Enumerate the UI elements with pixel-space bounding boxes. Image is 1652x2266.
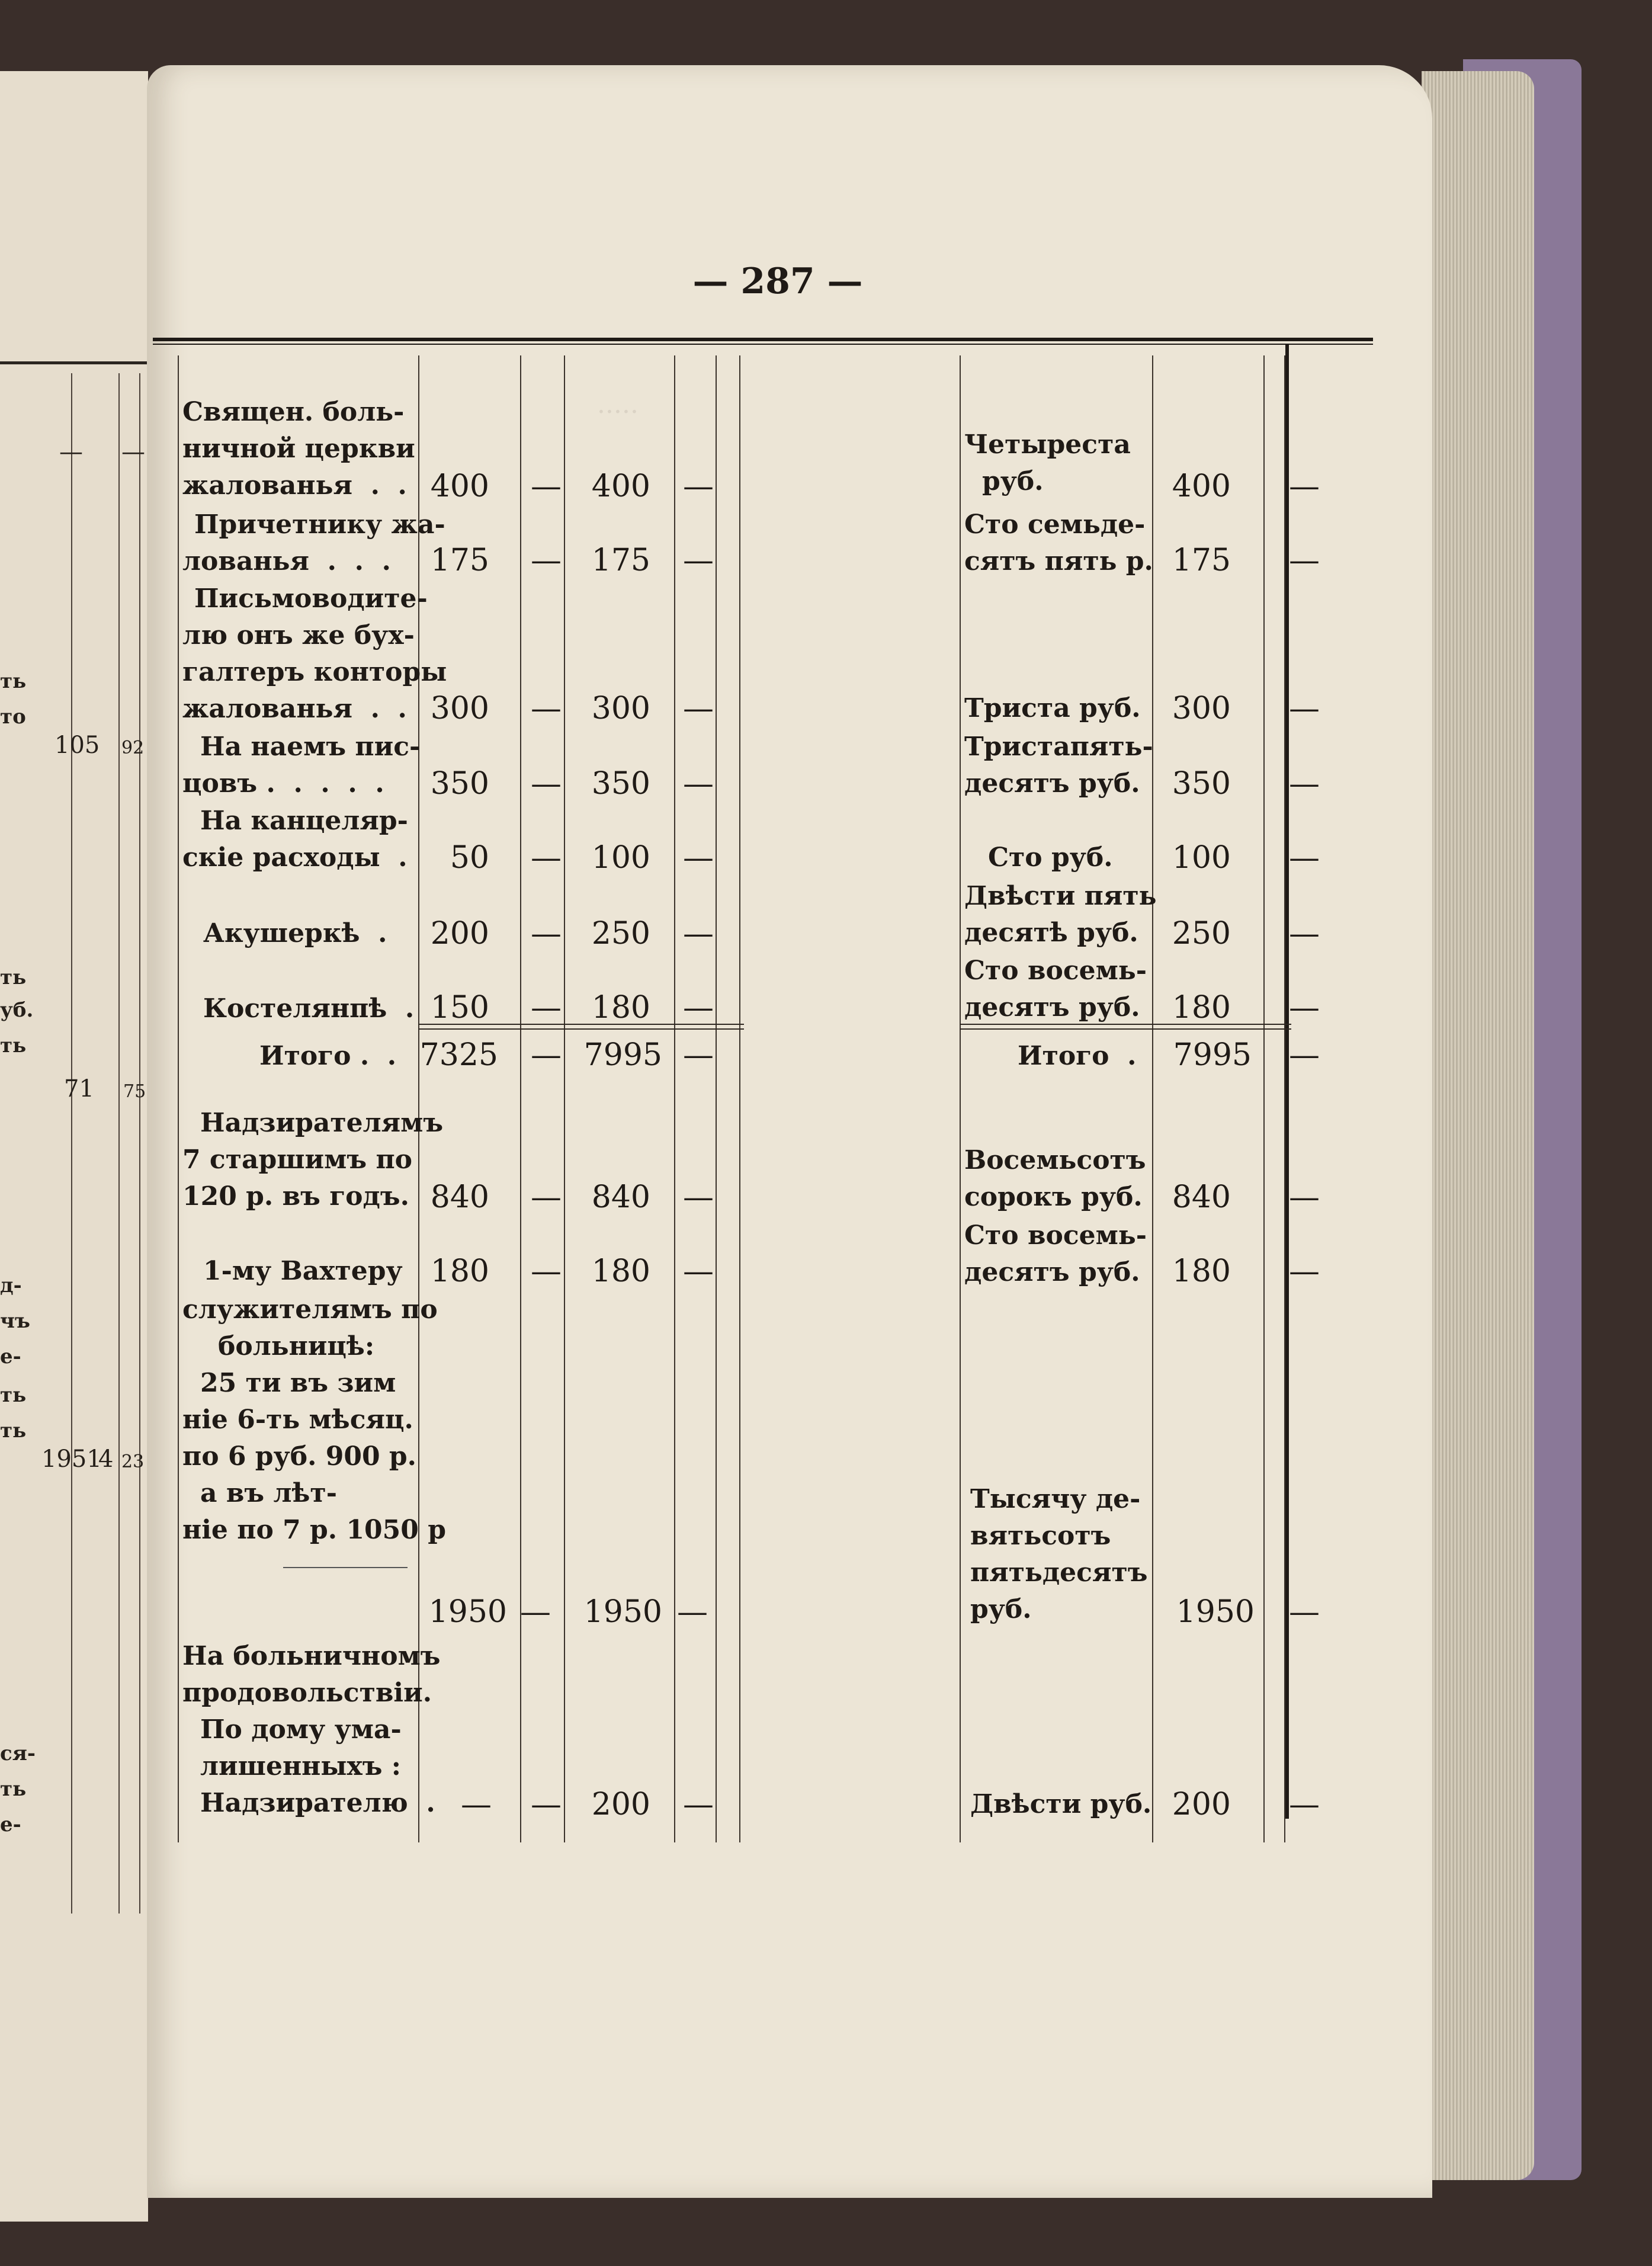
dash: — <box>531 469 562 504</box>
amount-in-words: Сто семьде- сятъ пять р. <box>964 509 1153 576</box>
amount-in-words: Двѣсти пять десятѣ руб. <box>964 881 1157 948</box>
amount-col2: 300 <box>591 691 650 726</box>
row-label: На наемъ пис- цовъ . . . . . <box>182 732 421 799</box>
row-label: На канцеляр- скіе расходы . <box>182 806 408 873</box>
left-page-column-line <box>71 373 72 1914</box>
left-page-text: е- <box>0 1813 21 1836</box>
dash: — <box>531 990 562 1025</box>
amount-in-words: Сто восемь- десятъ руб. <box>964 1220 1147 1287</box>
amount-in-words: Тристапять- десятъ руб. <box>964 732 1153 799</box>
dash: — <box>683 543 714 578</box>
column-line <box>178 355 179 1842</box>
dash: — <box>531 691 562 726</box>
amount-total: 200 <box>1172 1787 1231 1822</box>
page-edges <box>1422 71 1534 2180</box>
left-page-number: 92 <box>121 738 145 758</box>
amount-total: 180 <box>1172 1254 1231 1289</box>
dash: — <box>1289 1787 1320 1822</box>
left-page-number: 1951 <box>41 1446 102 1473</box>
amount-col1: 200 <box>430 916 489 951</box>
amount-col1: 175 <box>430 543 489 578</box>
dash: — <box>1289 916 1320 951</box>
amount-in-words: Четыреста руб. <box>964 430 1131 496</box>
dash: — <box>1289 691 1320 726</box>
amount-in-words: Сто руб. <box>988 842 1113 873</box>
row-label: 1-му Вахтеру <box>203 1256 403 1286</box>
total-label: Итого . <box>1018 1041 1137 1071</box>
dash: — <box>531 766 562 802</box>
left-page-text: д- <box>0 1274 22 1297</box>
row-label: Костелянпѣ . <box>203 993 415 1024</box>
amount-col2: 175 <box>591 543 650 578</box>
amount-col2: 180 <box>591 1254 650 1289</box>
left-page-column-line <box>118 373 120 1914</box>
amount-in-words: Тысячу де- вятьсотъ пятьдесятъ руб. <box>970 1484 1148 1624</box>
dash: — <box>520 1594 551 1630</box>
left-page-text: ть <box>0 1419 27 1443</box>
left-page-number: 23 <box>121 1451 145 1472</box>
left-page-text: е- <box>0 1345 21 1368</box>
amount-col2: 200 <box>591 1787 650 1822</box>
dash: — <box>1289 840 1320 876</box>
row-label: Священ. боль- ничной церкви жалованья . . <box>182 397 415 501</box>
amount-col2: 400 <box>591 469 650 504</box>
amount-col1: 150 <box>430 990 489 1025</box>
header-rule <box>153 338 1373 341</box>
column-line <box>739 355 740 1842</box>
amount-col1: 7325 <box>419 1037 498 1073</box>
amount-in-words: Сто восемь- десятъ руб. <box>964 956 1147 1023</box>
dash: — <box>531 543 562 578</box>
amount-col1: 400 <box>430 469 489 504</box>
page-number: — 287 — <box>692 261 863 302</box>
amount-col1: 1950 <box>428 1594 507 1630</box>
amount-total: 100 <box>1172 840 1231 876</box>
subtotal-rule <box>283 1567 408 1568</box>
left-page-rule <box>0 361 148 364</box>
dash: — <box>531 1037 562 1073</box>
amount-col2: 350 <box>591 766 650 802</box>
amount-col1: 180 <box>430 1254 489 1289</box>
dash: — <box>531 916 562 951</box>
left-page-text: ть <box>0 1383 27 1407</box>
left-page-text: ть <box>0 1777 27 1801</box>
bleed-through-text: ····· <box>597 397 639 427</box>
amount-total: 7995 <box>1173 1037 1252 1073</box>
dash: — <box>1289 1254 1320 1289</box>
amount-in-words: Двѣсти руб. <box>970 1789 1152 1819</box>
sum-rule <box>418 1028 744 1030</box>
sum-rule <box>960 1028 1291 1030</box>
amount-col2: 7995 <box>583 1037 662 1073</box>
row-label: служителямъ по больницѣ: 25 ти въ зим ніе 6-ть мѣсяц. по 6 руб. 900 р. а въ лѣт- ніе по 7 р. 1050 р <box>182 1294 446 1545</box>
column-line <box>716 355 717 1842</box>
row-label: Письмоводите- лю онъ же бух- галтеръ конторы жалованья . . <box>182 584 447 724</box>
left-page-text: то <box>0 705 26 729</box>
dash: — <box>531 1787 562 1822</box>
left-page-column-line <box>139 373 140 1914</box>
dash: — <box>1289 990 1320 1025</box>
amount-total: 175 <box>1172 543 1231 578</box>
dash: — <box>531 840 562 876</box>
amount-col1: 840 <box>430 1180 489 1215</box>
dash: — <box>1289 1037 1320 1073</box>
row-label: Надзирателямъ 7 старшимъ по 120 р. въ годъ. <box>182 1108 444 1211</box>
amount-total: 840 <box>1172 1180 1231 1215</box>
left-page-text: ть <box>0 966 27 989</box>
row-label: На больничномъ продовольствіи. По дому ума- лишенныхъ : Надзирателю . <box>182 1641 441 1818</box>
dash: — <box>461 1787 492 1822</box>
total-label: Итого . . <box>259 1041 397 1071</box>
amount-total: 300 <box>1172 691 1231 726</box>
left-page-number: 105 <box>54 732 100 759</box>
column-line <box>674 355 675 1842</box>
document-page <box>147 65 1432 2198</box>
amount-col1: 50 <box>450 840 489 876</box>
amount-col1: 300 <box>430 691 489 726</box>
dash: — <box>683 766 714 802</box>
amount-col2: 100 <box>591 840 650 876</box>
amount-in-words: Триста руб. <box>964 693 1141 723</box>
amount-total: 350 <box>1172 766 1231 802</box>
dash: — <box>1289 543 1320 578</box>
column-line <box>960 355 961 1842</box>
amount-total: 180 <box>1172 990 1231 1025</box>
column-line <box>1263 355 1265 1842</box>
dash: — <box>683 1787 714 1822</box>
left-page-number: — <box>121 438 145 466</box>
amount-col2: 840 <box>591 1180 650 1215</box>
dash: — <box>683 469 714 504</box>
amount-in-words: Восемьсотъ сорокъ руб. <box>964 1145 1146 1212</box>
dash: — <box>531 1180 562 1215</box>
dash: — <box>1289 1180 1320 1215</box>
left-page-text: ть <box>0 669 27 693</box>
left-page-number: 71 <box>64 1075 94 1102</box>
dash: — <box>683 916 714 951</box>
dash: — <box>683 990 714 1025</box>
dash: — <box>1289 469 1320 504</box>
left-page-fragment <box>0 71 148 2222</box>
column-line <box>564 355 565 1842</box>
header-rule-thin <box>153 344 1373 345</box>
left-page-number: — <box>59 438 83 466</box>
dash: — <box>683 1037 714 1073</box>
amount-total: 1950 <box>1176 1594 1255 1630</box>
dash: — <box>683 840 714 876</box>
amount-col2: 180 <box>591 990 650 1025</box>
row-label: Акушеркѣ . <box>203 918 387 948</box>
left-page-text: ся- <box>0 1742 36 1765</box>
row-label: Причетнику жа- лованья . . . <box>182 509 445 576</box>
dash: — <box>677 1594 708 1630</box>
dash: — <box>531 1254 562 1289</box>
left-page-text: уб. <box>0 998 34 1022</box>
dash: — <box>1289 766 1320 802</box>
amount-total: 250 <box>1172 916 1231 951</box>
left-page-number: 4 <box>98 1446 114 1473</box>
dash: — <box>683 1254 714 1289</box>
dash: — <box>1289 1594 1320 1630</box>
amount-col2: 1950 <box>583 1594 662 1630</box>
left-page-text: ть <box>0 1034 27 1057</box>
left-page-text: чъ <box>0 1309 30 1333</box>
amount-col1: 350 <box>430 766 489 802</box>
left-page-number: 75 <box>123 1081 146 1102</box>
amount-total: 400 <box>1172 469 1231 504</box>
dash: — <box>683 1180 714 1215</box>
dash: — <box>683 691 714 726</box>
amount-col2: 250 <box>591 916 650 951</box>
